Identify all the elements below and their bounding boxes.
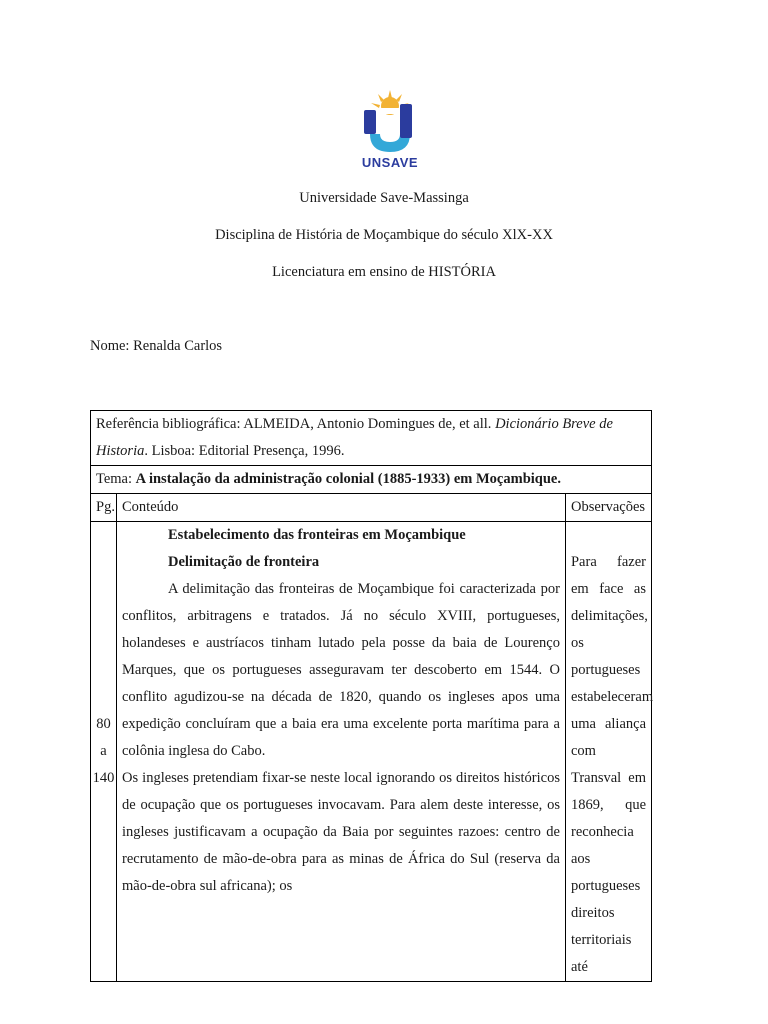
theme-value: A instalação da administração colonial (1885-1933) em Moçambique.	[135, 471, 561, 487]
degree-title: Licenciatura em ensino de HISTÓRIA	[272, 264, 496, 280]
theme-label: Tema:	[96, 471, 136, 487]
subsection-heading: Delimitação de fronteira	[168, 554, 320, 570]
reference-title: Dicionário Breve de Historia	[96, 416, 613, 459]
page-range-cell	[91, 522, 117, 982]
university-name: Universidade Save-Massinga	[299, 190, 469, 206]
student-name: Nome: Renalda Carlos	[90, 338, 223, 354]
column-header-pg: Pg.	[91, 494, 117, 522]
column-header-observations: Observações	[565, 494, 651, 522]
reading-table	[90, 410, 652, 982]
logo-wordmark: UNSAVE	[361, 155, 419, 170]
logo-icon	[344, 90, 436, 160]
reference-prefix: Referência bibliográfica: ALMEIDA, Antonio Domingues de, et all.	[96, 416, 496, 432]
theme-cell	[91, 466, 652, 494]
university-logo	[344, 90, 436, 174]
page-separator: a	[100, 743, 107, 759]
discipline-title: Disciplina de História de Moçambique do século XlX-XX	[215, 227, 553, 243]
content-paragraph-1: A delimitação das fronteiras de Moçambique foi caracterizada por conflitos, arbitragens e tratados. Já no século XVIII, portugueses, holandeses e austríacos tinham lutado pela posse da baia de Lourenço Marques, que os portugueses asseguravam ter descoberto em 1544. O conflito agudizou-se na década de 1820, quando os ingleses apos uma expedição concluíram que a baia era uma excelente porta marítima para a colônia inglesa do Cabo.	[122, 581, 560, 759]
page-start: 80	[96, 716, 111, 732]
reference-row	[91, 411, 652, 466]
page-end: 140	[92, 770, 115, 786]
reference-suffix: . Lisboa: Editorial Presença, 1996.	[144, 443, 345, 459]
observation-text: Para fazer em face as delimitações, os portugueses estabeleceram uma aliança com Transval em 1869, que reconhecia aos portugueses direitos territoriais até	[570, 554, 654, 975]
content-cell	[117, 522, 566, 982]
theme-row	[91, 466, 652, 494]
column-header-content: Conteúdo	[117, 494, 566, 522]
observation-cell	[565, 522, 654, 982]
column-header-row	[91, 494, 652, 522]
reference-cell	[91, 411, 652, 466]
content-paragraph-2: Os ingleses pretendiam fixar-se neste local ignorando os direitos históricos de ocupação que os portugueses invocavam. Para alem deste interesse, os ingleses justificavam a ocupação da Baia por seguintes razoes: centro de recrutamento de mão-de-obra para as minas de África do Sul (reserva da mão-de-obra sul africana); os	[122, 770, 560, 894]
section-heading: Estabelecimento das fronteiras em Moçambique	[168, 527, 466, 543]
content-row	[91, 522, 652, 982]
